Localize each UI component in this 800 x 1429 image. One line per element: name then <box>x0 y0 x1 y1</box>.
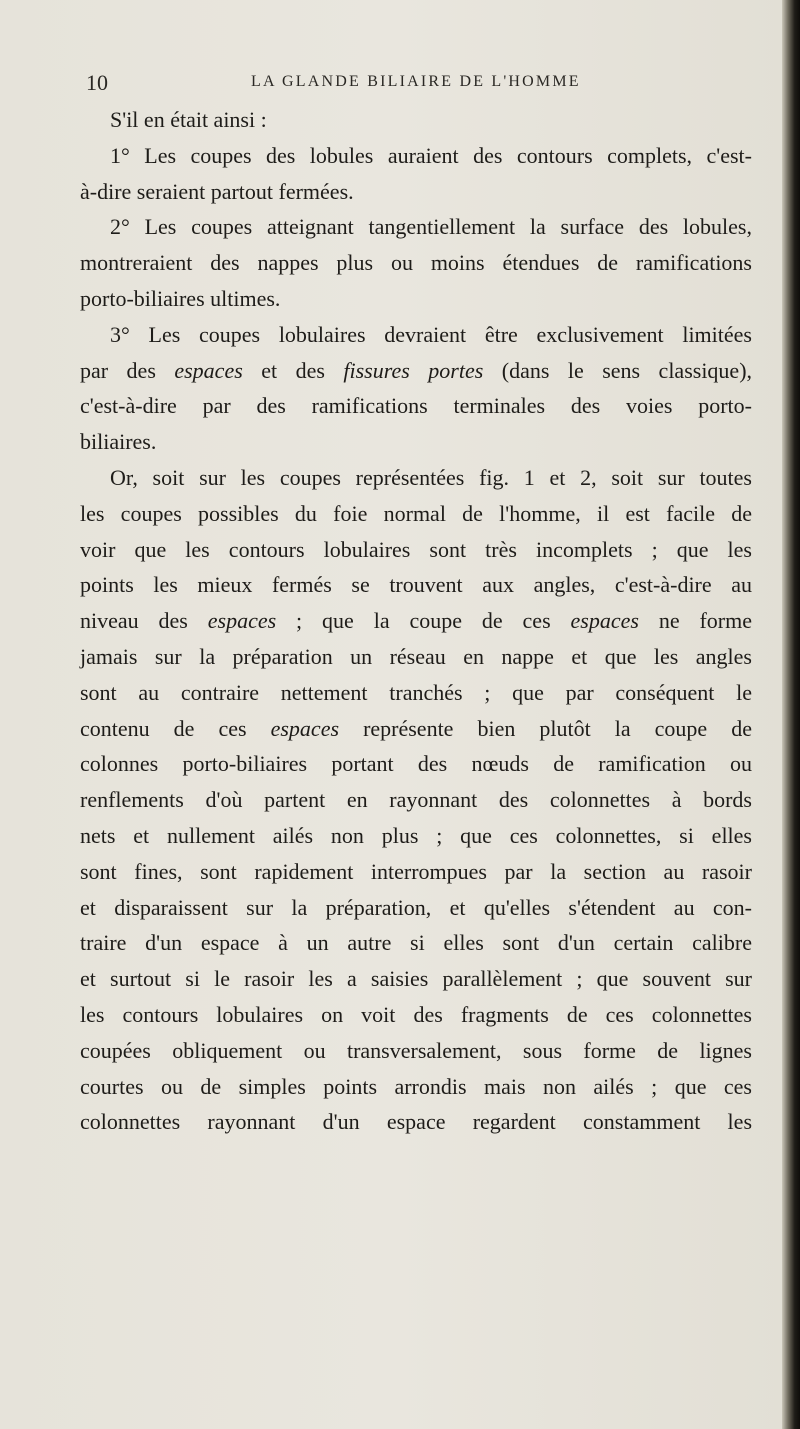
text-line: colonnes porto-biliaires portant des nœuds de ramification ou <box>80 751 752 777</box>
text-line: renflements d'où partent en rayonnant des colonnettes à bords <box>80 787 752 813</box>
text-line: traire d'un espace à un autre si elles sont d'un certain calibre <box>80 930 752 956</box>
text-line: biliaires. <box>80 429 157 455</box>
text-line: porto-biliaires ultimes. <box>80 285 281 311</box>
text-line: Or, soit sur les coupes représentées fig. 1 et 2, soit sur toutes <box>110 464 752 490</box>
text-line: points les mieux fermés se trouvent aux angles, c'est-à-dire au <box>80 572 752 598</box>
text-line: contenu de ces espaces représente bien plutôt la coupe de <box>80 715 752 741</box>
text-line: 1° Les coupes des lobules auraient des contours complets, c'est- <box>110 142 752 168</box>
text-line: les coupes possibles du foie normal de l'homme, il est facile de <box>80 500 752 526</box>
text-line: coupées obliquement ou transversalement, sous forme de lignes <box>80 1037 752 1063</box>
text-line: niveau des espaces ; que la coupe de ces espaces ne forme <box>80 608 753 634</box>
text-line: jamais sur la préparation un réseau en nappe et que les angles <box>80 643 752 669</box>
page-number: 10 <box>86 70 108 95</box>
text-line: S'il en était ainsi : <box>110 107 267 132</box>
text-line: voir que les contours lobulaires sont très incomplets ; que les <box>80 536 752 562</box>
text-line: les contours lobulaires on voit des fragments de ces colonnettes <box>80 1001 752 1027</box>
text-line: c'est-à-dire par des ramifications terminales des voies porto- <box>80 393 752 419</box>
text-line: sont fines, sont rapidement interrompues par la section au rasoir <box>80 858 752 884</box>
text-line: par des espaces et des fissures portes (dans le sens classique), <box>80 357 753 383</box>
book-spine-shadow <box>782 0 800 1429</box>
body-text <box>80 102 752 1140</box>
text-line: à-dire seraient partout fermées. <box>80 178 354 204</box>
running-head <box>86 70 786 100</box>
text-line: 3° Les coupes lobulaires devraient être exclusivement limitées <box>110 321 752 347</box>
text-line: et disparaissent sur la préparation, et qu'elles s'étendent au con- <box>80 894 752 920</box>
text-line: nets et nullement ailés non plus ; que ces colonnettes, si elles <box>80 822 752 848</box>
running-title: LA GLANDE BILIAIRE DE L'HOMME <box>251 73 581 90</box>
text-line: montreraient des nappes plus ou moins étendues de ramifications <box>80 250 752 276</box>
text-line: sont au contraire nettement tranchés ; que par conséquent le <box>80 679 752 705</box>
text-line: 2° Les coupes atteignant tangentiellement la surface des lobules, <box>110 214 752 240</box>
text-line: colonnettes rayonnant d'un espace regardent constamment les <box>80 1109 752 1135</box>
text-line: et surtout si le rasoir les a saisies parallèlement ; que souvent sur <box>80 966 752 992</box>
text-line: courtes ou de simples points arrondis mais non ailés ; que ces <box>80 1073 752 1099</box>
